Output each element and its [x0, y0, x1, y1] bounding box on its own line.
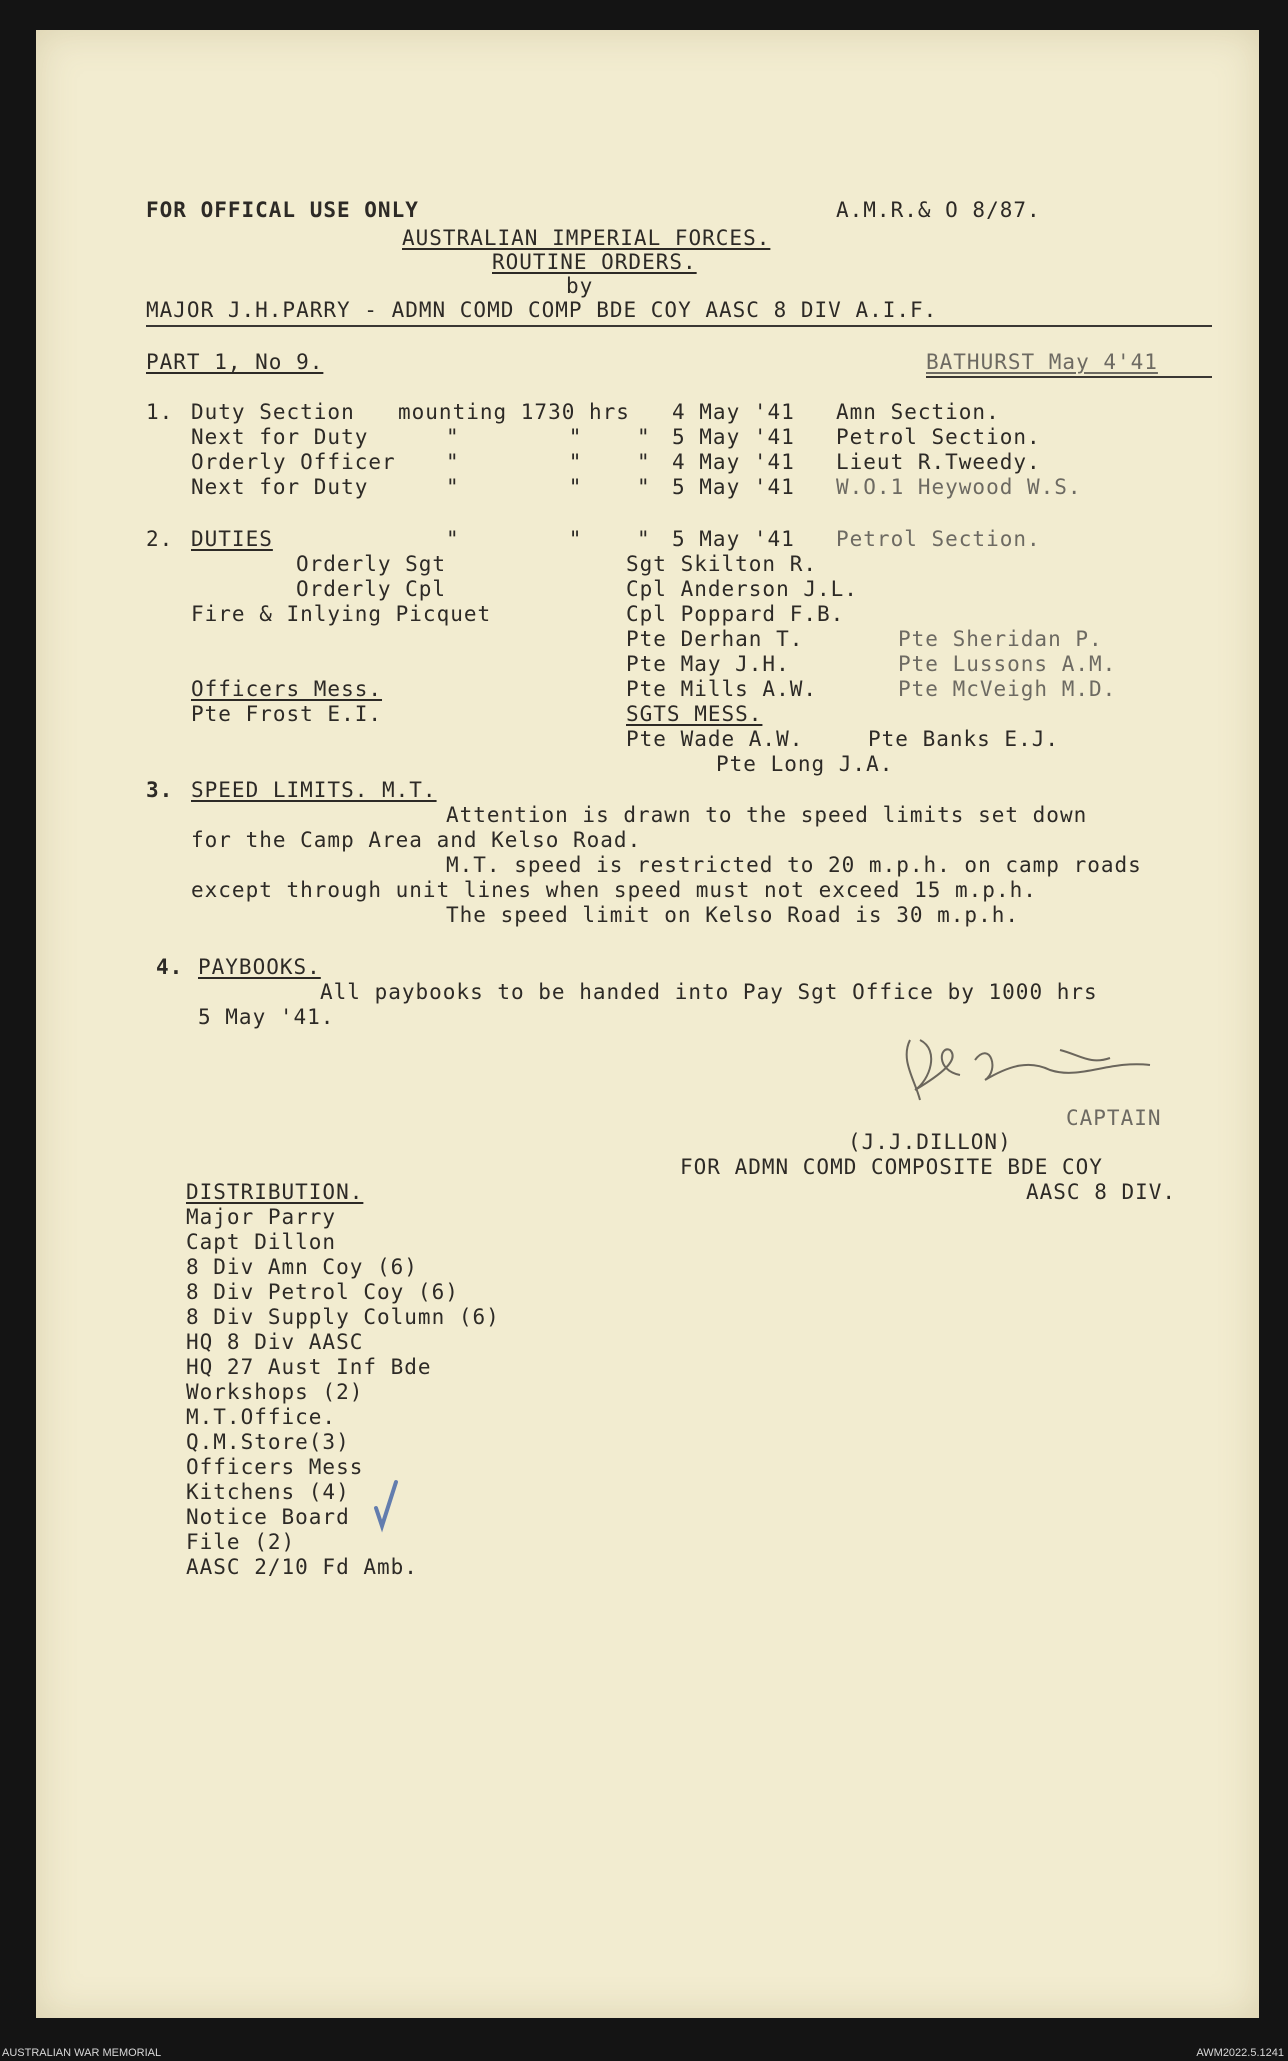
distribution-item: Q.M.Store(3) [186, 1430, 350, 1454]
signature-for-line-1: FOR ADMN COMD COMPOSITE BDE COY [680, 1155, 1103, 1179]
distribution-item: HQ 8 Div AASC [186, 1330, 364, 1354]
paybooks-line: 5 May '41. [198, 1005, 335, 1029]
s1-row-4-label: Next for Duty [191, 475, 369, 499]
sgts-mess-label: SGTS MESS. [626, 702, 763, 726]
title-line-2: ROUTINE ORDERS. [492, 250, 697, 274]
section-3-number: 3. [146, 778, 174, 802]
s1-row-4-col2: " " " [446, 475, 651, 499]
s1-row-3-col2: " " " [446, 450, 651, 474]
distribution-item: HQ 27 Aust Inf Bde [186, 1355, 432, 1379]
place-date: BATHURST May 4'41 [926, 350, 1158, 374]
sgts-mess-member: Pte Banks E.J. [868, 727, 1060, 751]
officers-mess-label: Officers Mess. [191, 677, 383, 701]
speed-limits-line: M.T. speed is restricted to 20 m.p.h. on camp roads [446, 853, 1142, 877]
distribution-item: 8 Div Petrol Coy (6) [186, 1280, 459, 1304]
issuer-rule [146, 325, 1212, 327]
paybooks-heading: PAYBOOKS. [198, 955, 321, 979]
s1-row-4-date: 5 May '41 [672, 475, 795, 499]
signature-for-line-2: AASC 8 DIV. [1026, 1180, 1177, 1204]
title-by: by [566, 274, 594, 298]
s1-row-3-assignment: Lieut R.Tweedy. [836, 450, 1041, 474]
speed-limits-line: except through unit lines when speed must not exceed 15 m.p.h. [191, 878, 1037, 902]
section-1-number: 1. [146, 400, 174, 424]
s1-row-1-assignment: Amn Section. [836, 400, 1000, 424]
distribution-item: M.T.Office. [186, 1405, 337, 1429]
distribution-item: Workshops (2) [186, 1380, 364, 1404]
title-line-1: AUSTRALIAN IMPERIAL FORCES. [402, 226, 771, 250]
distribution-item: Officers Mess [186, 1455, 364, 1479]
picquet-member: Pte May J.H. [626, 652, 790, 676]
signature-rank: CAPTAIN [1066, 1106, 1162, 1130]
s1-row-4-assignment: W.O.1 Heywood W.S. [836, 475, 1082, 499]
s1-row-1-label: Duty Section [191, 400, 355, 424]
speed-limits-line: for the Camp Area and Kelso Road. [191, 828, 642, 852]
picquet-cpl: Cpl Poppard F.B. [626, 602, 845, 626]
footer-accession-number: AWM2022.5.1241 [1196, 2047, 1284, 2059]
s1-row-3-label: Orderly Officer [191, 450, 396, 474]
s1-row-3-date: 4 May '41 [672, 450, 795, 474]
distribution-item: AASC 2/10 Fd Amb. [186, 1555, 418, 1579]
sgts-mess-member: Pte Wade A.W. [626, 727, 804, 751]
reference-number: A.M.R.& O 8/87. [836, 198, 1041, 222]
paybooks-line: All paybooks to be handed into Pay Sgt Office by 1000 hrs [320, 980, 1098, 1004]
orderly-cpl-name: Cpl Anderson J.L. [626, 577, 858, 601]
signature-name: (J.J.DILLON) [848, 1130, 1012, 1154]
duties-ditto: " " " [446, 527, 651, 551]
s1-row-2-assignment: Petrol Section. [836, 425, 1041, 449]
speed-limits-heading: SPEED LIMITS. M.T. [191, 778, 437, 802]
speed-limits-line: Attention is drawn to the speed limits set down [446, 803, 1088, 827]
section-2-number: 2. [146, 527, 174, 551]
duties-date: 5 May '41 [672, 527, 795, 551]
distribution-item: 8 Div Amn Coy (6) [186, 1255, 418, 1279]
handwritten-signature [880, 1020, 1200, 1120]
officers-mess-name: Pte Frost E.I. [191, 702, 383, 726]
s1-row-1-date: 4 May '41 [672, 400, 795, 424]
distribution-item: Kitchens (4) [186, 1480, 350, 1504]
distribution-item: 8 Div Supply Column (6) [186, 1305, 500, 1329]
picquet-member: Pte Lussons A.M. [898, 652, 1117, 676]
classification-text: FOR OFFICAL USE ONLY [146, 198, 419, 222]
distribution-item: Notice Board [186, 1505, 350, 1529]
duties-heading: DUTIES [191, 527, 273, 551]
orderly-sgt-name: Sgt Skilton R. [626, 552, 818, 576]
picquet-member: Pte Sheridan P. [898, 627, 1103, 651]
section-4-number: 4. [156, 955, 184, 979]
s1-row-2-date: 5 May '41 [672, 425, 795, 449]
distribution-item: Capt Dillon [186, 1230, 337, 1254]
picquet-label: Fire & Inlying Picquet [191, 602, 492, 626]
picquet-member: Pte Mills A.W. [626, 677, 818, 701]
s1-row-1-col2: mounting 1730 hrs [398, 400, 630, 424]
issuer-line: MAJOR J.H.PARRY - ADMN COMD COMP BDE COY AASC 8 DIV A.I.F. [146, 298, 938, 322]
orderly-sgt-label: Orderly Sgt [296, 552, 447, 576]
distribution-heading: DISTRIBUTION. [186, 1180, 364, 1204]
picquet-member: Pte McVeigh M.D. [898, 677, 1117, 701]
picquet-member: Pte Derhan T. [626, 627, 804, 651]
sgts-mess-member: Pte Long J.A. [716, 752, 894, 776]
distribution-item: File (2) [186, 1530, 296, 1554]
part-number: PART 1, No 9. [146, 350, 324, 374]
orderly-cpl-label: Orderly Cpl [296, 577, 447, 601]
footer-credit: AUSTRALIAN WAR MEMORIAL [2, 2047, 162, 2059]
s1-row-2-label: Next for Duty [191, 425, 369, 449]
blue-tick-mark [372, 1478, 402, 1534]
s1-row-2-col2: " " " [446, 425, 651, 449]
distribution-item: Major Parry [186, 1205, 337, 1229]
place-date-rule [926, 376, 1212, 378]
speed-limits-line: The speed limit on Kelso Road is 30 m.p.h. [446, 903, 1020, 927]
duties-assignment: Petrol Section. [836, 527, 1041, 551]
